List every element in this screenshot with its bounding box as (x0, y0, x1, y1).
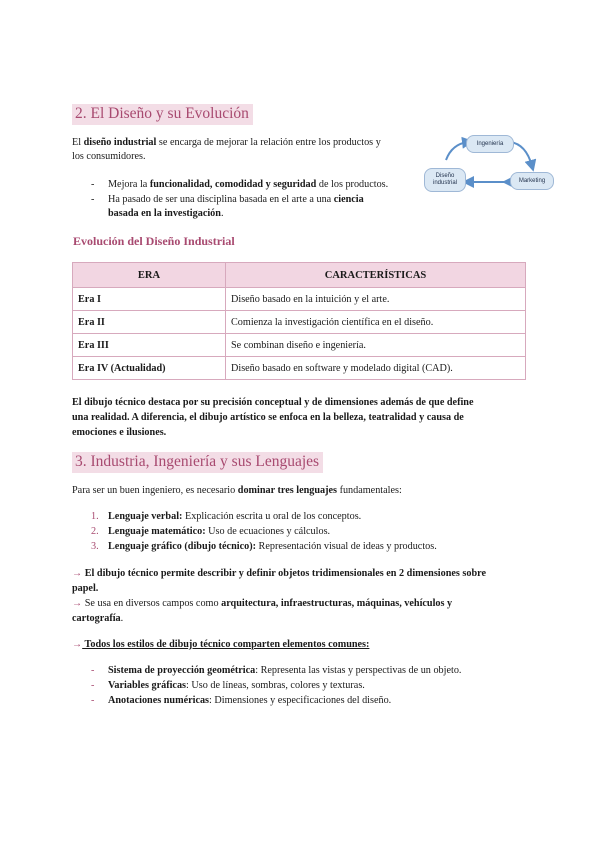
characteristic-cell: Se combinan diseño e ingeniería. (226, 334, 526, 357)
bullet-2: Ha pasado de ser una disciplina basada en el arte a una ciencia basada en la investigación. (108, 194, 364, 219)
arrow-icon: → (72, 598, 83, 609)
node-diseno-industrial: Diseño industrial (424, 168, 466, 192)
characteristic-cell: Diseño basado en la intuición y el arte. (226, 288, 526, 311)
header-era: ERA (73, 263, 226, 288)
era-cell: Era IV (Actualidad) (73, 357, 226, 380)
language-item: Lenguaje verbal: Explicación escrita u oral de los conceptos. (108, 511, 362, 522)
characteristic-cell: Comienza la investigación científica en el diseño. (226, 311, 526, 334)
language-item: Lenguaje gráfico (dibujo técnico): Representación visual de ideas y productos. (108, 541, 437, 552)
language-item: Lenguaje matemático: Uso de ecuaciones y cálculos. (108, 526, 331, 537)
section-3-heading: 3. Industria, Ingeniería y sus Lenguajes (72, 452, 323, 473)
element-item: Anotaciones numéricas: Dimensiones y especificaciones del diseño. (108, 695, 392, 706)
point-2d-description: → El dibujo técnico permite describir y definir objetos tridimensionales en 2 dimensiones sobre papel. (72, 568, 487, 594)
section-2-intro: El diseño industrial se encarga de mejorar la relación entre los productos y los consumidores. (72, 137, 381, 162)
section-2-heading: 2. El Diseño y su Evolución (72, 104, 253, 125)
bullet-dash: - (91, 179, 95, 190)
arrow-icon: → (72, 568, 83, 579)
table-row (73, 357, 526, 380)
characteristic-cell: Diseño basado en software y modelado digital (CAD). (226, 357, 526, 380)
element-item: Sistema de proyección geométrica: Representa las vistas y perspectivas de un objeto. (108, 665, 462, 676)
node-ingenieria: Ingeniería (466, 135, 514, 153)
section-3-intro: Para ser un buen ingeniero, es necesario dominar tres lenguajes fundamentales: (72, 485, 402, 496)
point-common-elements: → Todos los estilos de dibujo técnico comparten elementos comunes: (72, 639, 370, 650)
era-table (72, 262, 526, 380)
table-header-row (73, 263, 526, 288)
bullet-dash: - (91, 680, 95, 691)
node-marketing: Marketing (510, 172, 554, 190)
bullet-dash: - (91, 194, 95, 205)
list-number: 2. (91, 526, 99, 537)
table-row (73, 311, 526, 334)
era-cell: Era I (73, 288, 226, 311)
bullet-1: Mejora la funcionalidad, comodidad y seguridad de los productos. (108, 179, 389, 190)
arrow-design-to-engineering (446, 142, 468, 160)
list-number: 1. (91, 511, 99, 522)
technical-drawing-note: El dibujo técnico destaca por su precisión conceptual y de dimensiones además de que define una realidad. A diferencia, el dibujo artístico se enfoca en la belleza, teatralidad y causa de emociones e ilusiones. (72, 397, 474, 438)
list-number: 3. (91, 541, 99, 552)
era-cell: Era III (73, 334, 226, 357)
era-cell: Era II (73, 311, 226, 334)
element-item: Variables gráficas: Uso de líneas, sombras, colores y texturas. (108, 680, 365, 691)
bullet-dash: - (91, 665, 95, 676)
table-row (73, 288, 526, 311)
table-row (73, 334, 526, 357)
arrow-icon: → (72, 639, 83, 650)
point-fields: → Se usa en diversos campos como arquitectura, infraestructuras, máquinas, vehículos y cartografía. (72, 598, 453, 624)
bullet-dash: - (91, 695, 95, 706)
evolution-heading: Evolución del Diseño Industrial (73, 234, 235, 248)
header-caracteristicas: CARACTERÍSTICAS (226, 263, 526, 288)
design-cycle-diagram (422, 130, 554, 198)
